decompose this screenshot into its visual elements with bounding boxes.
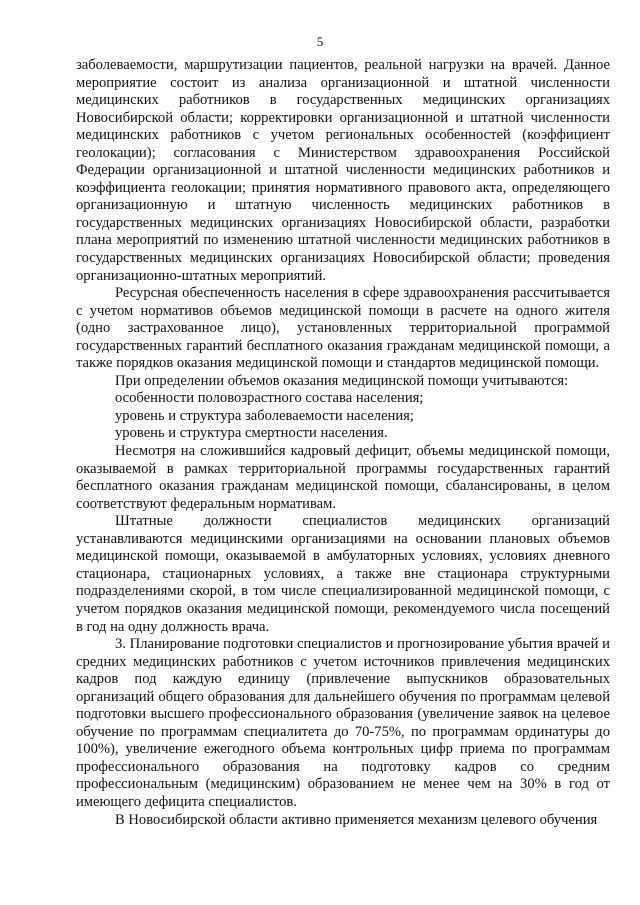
paragraph: Несмотря на сложившийся кадровый дефицит, объемы медицинской помощи, оказываемой в рамках территориальной программы государственных гарантий бесплатного оказания гражданам медицинской помощи, сбалансированы, в целом соответствуют федеральным нормативам. [76, 443, 610, 512]
paragraph: В Новосибирской области активно применяется механизм целевого обучения [115, 811, 598, 828]
list-item: особенности половозрастного состава населения; [115, 390, 424, 407]
list-item: уровень и структура заболеваемости населения; [115, 407, 414, 424]
page-number: 5 [316, 34, 324, 49]
paragraph: Штатные должности специалистов медицинских организаций устанавливаются медицинскими организациями на основании плановых объемов медицинской помощи, оказываемой в амбулаторных условиях, условиях дневного стационара, стационарных условиях, а также вне стационара структурными подразделениями скорой, в том числе специализированной медицинской помощи, с учетом порядков оказания медицинской помощи, рекомендуемого числа посещений в год на одну должность врача. [76, 513, 610, 635]
paragraph: 3. Планирование подготовки специалистов и прогнозирование убытия врачей и средних медицинских работников с учетом источников привлечения медицинских кадров под каждую единицу (привлечение выпускников образовательных организаций общего образования для дальнейшего обучения по программам целевой подготовки высшего профессионального образования (увеличение заявок на целевое обучение по программам специалитета до 70-75%, по программам ординатуры до 100%), увеличение ежегодного объема контрольных цифр приема по программам профессионального образования на подготовку кадров со средним профессиональным (медицинским) образованием не менее чем на 30% в год от имеющего дефицита специалистов. [76, 636, 610, 810]
paragraph: Ресурсная обеспеченность населения в сфере здравоохранения рассчитывается с учетом нормативов объемов медицинской помощи в расчете на одного жителя (одно застрахованное лицо), установленных территориальной программой государственных гарантий бесплатного оказания гражданам медицинской помощи, а также порядков оказания медицинской помощи и стандартов медицинской помощи. [76, 285, 610, 372]
list-item: уровень и структура смертности населения. [115, 425, 388, 442]
paragraph: При определении объемов оказания медицинской помощи учитываются: [115, 372, 569, 389]
document-body [76, 57, 610, 829]
paragraph: заболеваемости, маршрутизации пациентов, реальной нагрузки на врачей. Данное мероприятие состоит из анализа организационной и штатной численности медицинских работников в государственных медицинских организациях Новосибирской области; корректировки организационной и штатной численности медицинских работников с учетом региональных особенностей (коэффициент геолокации); согласования с Министерством здравоохранения Российской Федерации организационной и штатной численности медицинских работников и коэффициента геолокации; принятия нормативного правового акта, определяющего организационную и штатную численность медицинских работников в государственных медицинских организациях Новосибирской области, разработки плана мероприятий по изменению штатной численности медицинских работников в государственных медицинских организациях Новосибирской области; проведения организационно-штатных мероприятий. [76, 57, 610, 284]
